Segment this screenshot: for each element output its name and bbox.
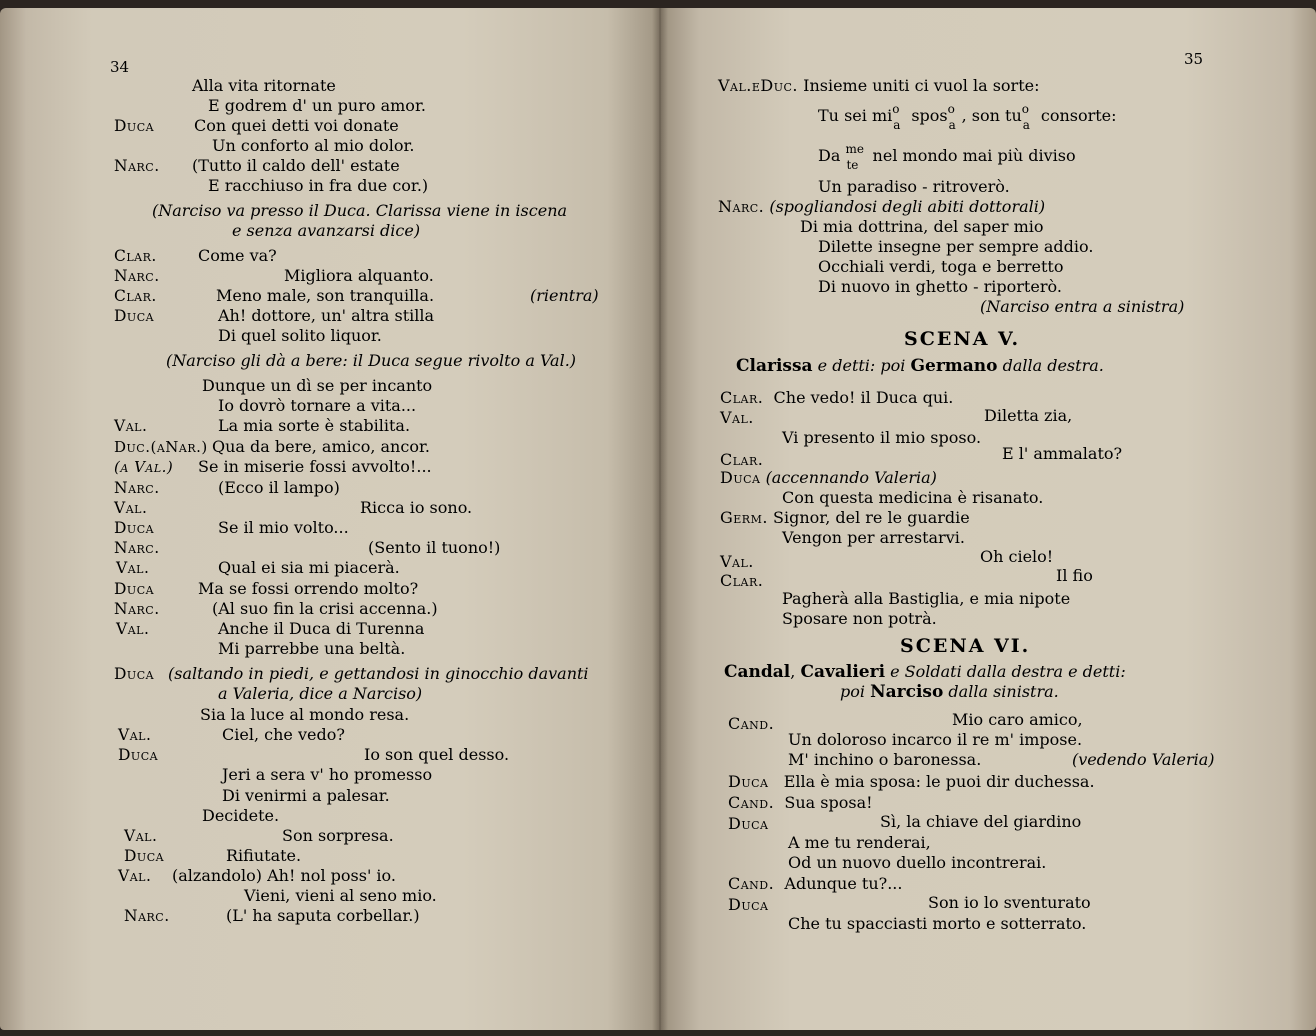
text-line: Mio caro amico, bbox=[952, 710, 1083, 729]
right-page-number: 35 bbox=[1184, 50, 1204, 68]
text-line: Vi presento il mio sposo. bbox=[782, 428, 982, 447]
text-line: Oh cielo! bbox=[980, 547, 1054, 566]
text-line: Un doloroso incarco il re m' impose. bbox=[788, 730, 1083, 749]
speaker-label: Val. bbox=[114, 499, 148, 517]
text-line: Sia la luce al mondo resa. bbox=[200, 705, 410, 724]
speaker-label: Narc. bbox=[114, 157, 160, 175]
text-line: Con questa medicina è risanato. bbox=[782, 488, 1044, 507]
text-line: Di mia dottrina, del saper mio bbox=[800, 217, 1044, 236]
speaker-label: Duca bbox=[124, 847, 165, 865]
text-line: Di quel solito liquor. bbox=[218, 326, 382, 345]
stage-direction: (vedendo Valeria) bbox=[1072, 750, 1215, 769]
text-line: Qua da bere, amico, ancor. bbox=[212, 437, 430, 456]
speaker-label: Val. bbox=[124, 827, 158, 845]
book-gutter bbox=[652, 8, 668, 1030]
speaker-label: Narc. bbox=[124, 907, 170, 925]
scene-cast: Candal, Cavalieri e Soldati dalla destra e detti: bbox=[724, 662, 1126, 682]
text-line: Meno male, son tranquilla. bbox=[216, 286, 435, 305]
speaker-label: Narc. bbox=[114, 539, 160, 557]
text-line: E l' ammalato? bbox=[1002, 444, 1123, 463]
text-line: Con quei detti voi donate bbox=[194, 116, 399, 135]
text-line: Ciel, che vedo? bbox=[222, 725, 345, 744]
text-line: (Ecco il lampo) bbox=[218, 478, 340, 497]
stage-direction: (Narciso va presso il Duca. Clarissa viene in iscena bbox=[152, 201, 568, 220]
text-line: Narc. (spogliandosi degli abiti dottorali) bbox=[718, 197, 1046, 216]
text-line: Duca Ella è mia sposa: le puoi dir duchessa. bbox=[728, 772, 1095, 791]
stage-direction: (saltando in piedi, e gettandosi in ginocchio davanti bbox=[168, 664, 589, 683]
speaker-label: (a Val.) bbox=[114, 458, 174, 476]
text-line: Mi parrebbe una beltà. bbox=[218, 639, 406, 658]
text-line: Clar. Che vedo! il Duca qui. bbox=[720, 388, 954, 407]
scene-heading: SCENA V. bbox=[904, 328, 1021, 350]
text-line: Val.eDuc. Insieme uniti ci vuol la sorte: bbox=[718, 76, 1040, 95]
text-line: (Al suo fin la crisi accenna.) bbox=[212, 599, 438, 618]
text-line: Dunque un dì se per incanto bbox=[202, 376, 433, 395]
text-line: (Sento il tuono!) bbox=[368, 538, 501, 557]
speaker-label: Val. bbox=[118, 867, 152, 885]
left-page-number: 34 bbox=[110, 58, 130, 76]
text-line: Od un nuovo duello incontrerai. bbox=[788, 853, 1047, 872]
speaker-label: Clar. bbox=[114, 247, 157, 265]
text-line: Qual ei sia mi piacerà. bbox=[218, 558, 400, 577]
text-line: La mia sorte è stabilita. bbox=[218, 416, 411, 435]
text-line: Cand. Sua sposa! bbox=[728, 793, 873, 812]
text-line: (Tutto il caldo dell' estate bbox=[192, 156, 400, 175]
text-line: E racchiuso in fra due cor.) bbox=[208, 176, 429, 195]
text-line: Duca (accennando Valeria) bbox=[720, 468, 937, 487]
stage-direction: (Narciso gli dà a bere: il Duca segue rivolto a Val.) bbox=[166, 351, 577, 370]
speaker-label: Val. bbox=[116, 559, 150, 577]
text-line: Un conforto al mio dolor. bbox=[212, 136, 415, 155]
text-line: A me tu renderai, bbox=[788, 833, 931, 852]
stage-direction: (Narciso entra a sinistra) bbox=[980, 297, 1185, 316]
text-line: Pagherà alla Bastiglia, e mia nipote bbox=[782, 589, 1071, 608]
text-line: Un paradiso - ritroverò. bbox=[818, 177, 1010, 196]
text-line: Duca bbox=[728, 814, 769, 833]
text-line: Son io lo sventurato bbox=[928, 893, 1091, 912]
text-line: Tu sei mi o a spos o a , son tu o a consorte: bbox=[818, 101, 1117, 132]
speaker-label: Val. bbox=[118, 726, 152, 744]
text-line: Alla vita ritornate bbox=[192, 76, 336, 95]
text-line: E godrem d' un puro amor. bbox=[208, 96, 426, 115]
speaker-label: Duc.(aNar.) bbox=[114, 438, 208, 456]
scene-heading: SCENA VI. bbox=[900, 635, 1031, 657]
text-line: Io son quel desso. bbox=[364, 745, 510, 764]
text-line: Ricca io sono. bbox=[360, 498, 473, 517]
text-line: Clar. bbox=[720, 450, 764, 469]
text-line: Di venirmi a palesar. bbox=[222, 786, 390, 805]
speaker-label: Duca bbox=[114, 519, 155, 537]
text-line: Diletta zia, bbox=[984, 406, 1073, 425]
scene-cast: poi Narciso dalla sinistra. bbox=[840, 682, 1059, 702]
text-line: Vieni, vieni al seno mio. bbox=[244, 886, 437, 905]
text-line: Germ. Signor, del re le guardie bbox=[720, 508, 970, 527]
text-line: Dilette insegne per sempre addio. bbox=[818, 237, 1094, 256]
speaker-label: Duca bbox=[118, 746, 159, 764]
text-line: Vengon per arrestarvi. bbox=[782, 528, 965, 547]
text-line: Se il mio volto... bbox=[218, 518, 349, 537]
speaker-label: Duca bbox=[114, 117, 155, 135]
speaker-label: Val. bbox=[114, 417, 148, 435]
text-line: Val. bbox=[720, 552, 754, 571]
speaker-label: Narc. bbox=[114, 479, 160, 497]
text-line: Ah! dottore, un' altra stilla bbox=[218, 306, 435, 325]
speaker-label: Val. bbox=[116, 620, 150, 638]
text-line: Duca bbox=[728, 895, 769, 914]
speaker-label: Narc. bbox=[114, 267, 160, 285]
text-line: Di nuovo in ghetto - riporterò. bbox=[818, 277, 1062, 296]
text-line: (alzandolo) Ah! nol poss' io. bbox=[172, 866, 396, 885]
text-line: Jeri a sera v' ho promesso bbox=[222, 765, 433, 784]
text-line: Decidete. bbox=[202, 806, 280, 825]
text-line: Il fio bbox=[1056, 566, 1093, 585]
stage-direction: a Valeria, dice a Narciso) bbox=[218, 684, 423, 703]
speaker-label: Duca bbox=[114, 665, 155, 683]
text-line: Cand. Adunque tu?... bbox=[728, 874, 903, 893]
text-line: Rifiutate. bbox=[226, 846, 302, 865]
scene-cast: Clarissa e detti: poi Germano dalla destra. bbox=[736, 356, 1104, 376]
speaker-label: Duca bbox=[114, 580, 155, 598]
text-line: Se in miserie fossi avvolto!... bbox=[198, 457, 432, 476]
text-line: Da me te nel mondo mai più diviso bbox=[818, 141, 1076, 172]
text-line: Cand. bbox=[728, 714, 775, 733]
text-line: Sì, la chiave del giardino bbox=[880, 812, 1082, 831]
text-line: Occhiali verdi, toga e berretto bbox=[818, 257, 1064, 276]
text-line: Ma se fossi orrendo molto? bbox=[198, 579, 419, 598]
text-line: Che tu spacciasti morto e sotterrato. bbox=[788, 914, 1087, 933]
text-line: M' inchino o baronessa. bbox=[788, 750, 982, 769]
text-line: Migliora alquanto. bbox=[284, 266, 434, 285]
speaker-label: Narc. bbox=[114, 600, 160, 618]
text-line: Son sorpresa. bbox=[282, 826, 394, 845]
stage-direction: e senza avanzarsi dice) bbox=[232, 221, 421, 240]
speaker-label: Duca bbox=[114, 307, 155, 325]
text-line: Anche il Duca di Turenna bbox=[218, 619, 425, 638]
text-line: Io dovrò tornare a vita... bbox=[218, 396, 417, 415]
text-line: Val. bbox=[720, 408, 754, 427]
text-line: Sposare non potrà. bbox=[782, 609, 937, 628]
text-line: (L' ha saputa corbellar.) bbox=[226, 906, 420, 925]
stage-direction: (rientra) bbox=[530, 286, 599, 305]
speaker-label: Clar. bbox=[114, 287, 157, 305]
text-line: Clar. bbox=[720, 571, 764, 590]
text-line: Come va? bbox=[198, 246, 277, 265]
